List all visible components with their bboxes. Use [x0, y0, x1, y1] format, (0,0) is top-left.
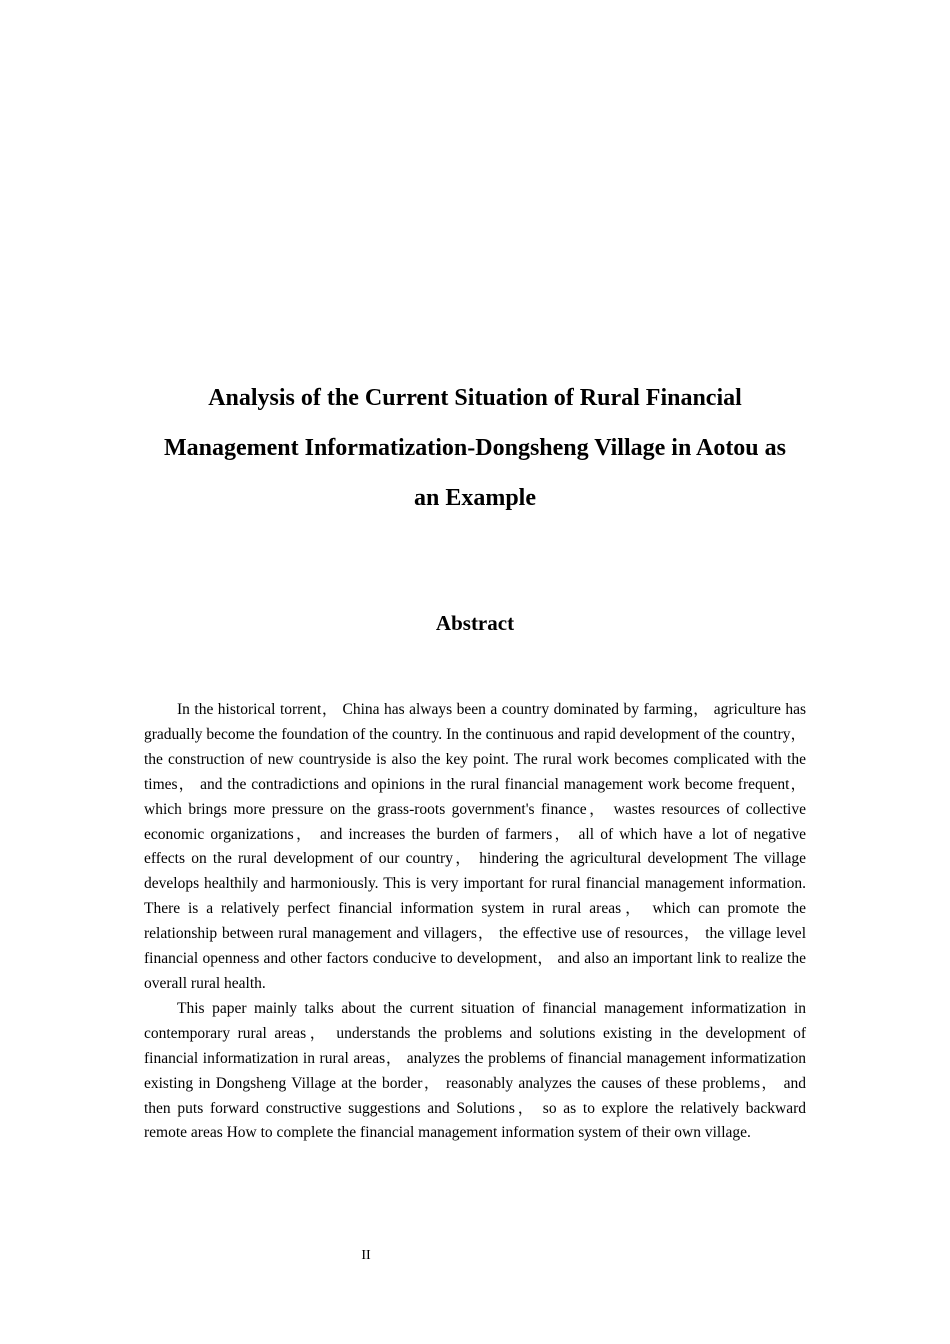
abstract-paragraph-2: This paper mainly talks about the current situation of financial management informatization in contemporary rural areas， understands the problems and solutions existing in the development of financial informatization in rural areas， analyzes the problems of financial management informatization existing in Dongsheng Village at the border， reasonably analyzes the causes of these problems， and then puts forward constructive suggestions and Solutions， so as to explore the relatively backward remote areas How to complete the financial management information system of their own village. — [144, 999, 806, 1142]
abstract-body — [144, 698, 806, 1146]
paper-title-line-3: an Example — [413, 485, 536, 511]
paper-title — [130, 373, 820, 523]
paper-title-line-2: Management Informatization-Dongsheng Village in Aotou as — [163, 435, 786, 461]
page-number: II — [361, 1248, 371, 1263]
abstract-heading: Abstract — [435, 611, 515, 635]
paper-title-line-1: Analysis of the Current Situation of Rural Financial — [208, 385, 742, 411]
abstract-paragraph-1: In the historical torrent， China has always been a country dominated by farming， agriculture has gradually become the foundation of the country. In the continuous and rapid development of the country， the construction of new countryside is also the key point. The rural work becomes complicated with the times， and the contradictions and opinions in the rural financial management work become frequent， which brings more pressure on the grass-roots government's finance， wastes resources of collective economic organizations， and increases the burden of farmers， all of which have a lot of negative effects on the rural development of our country， hindering the agricultural development The village develops healthily and harmoniously. This is very important for rural financial management information. There is a relatively perfect financial information system in rural areas， which can promote the relationship between rural management and villagers， the effective use of resources， the village level financial openness and other factors conducive to development， and also an important link to realize the overall rural health. — [144, 701, 806, 992]
